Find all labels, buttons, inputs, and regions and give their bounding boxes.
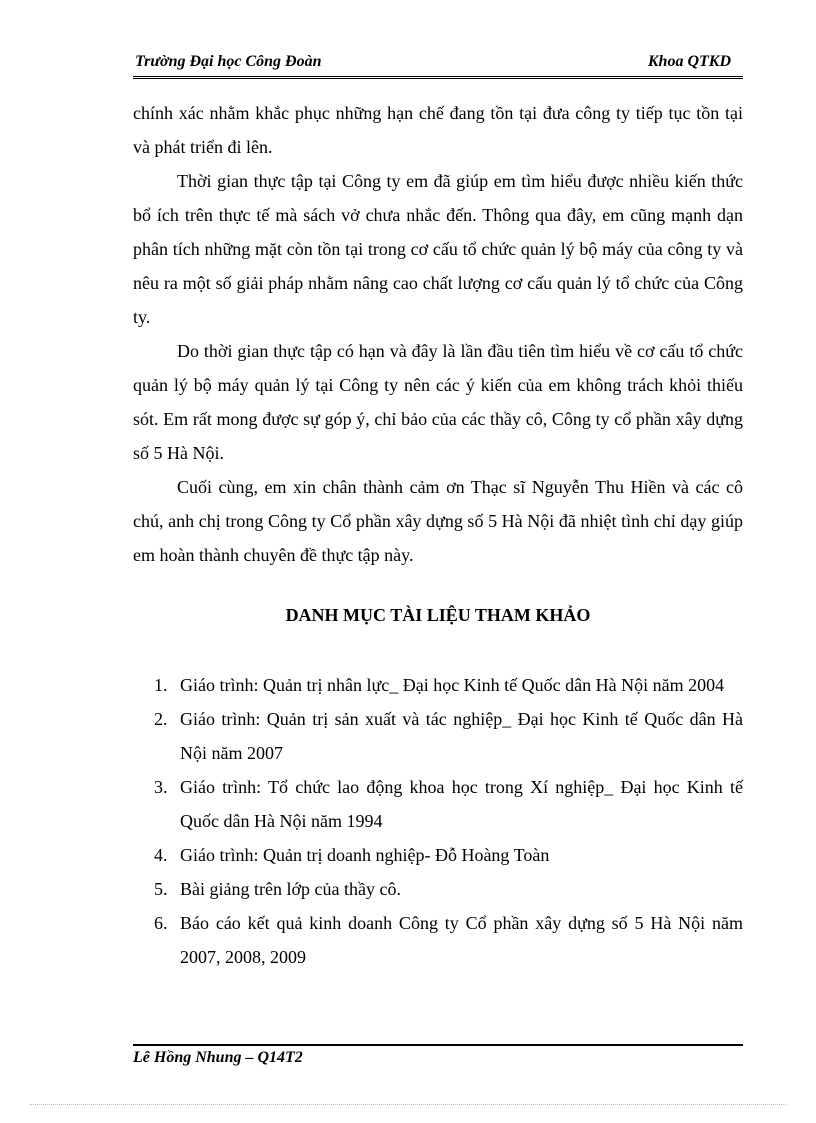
header-department: Khoa QTKD [647,53,731,70]
reference-text: Giáo trình: Tổ chức lao động khoa học trong Xí nghiệp_ Đại học Kinh tế Quốc dân Hà Nội năm 1994 [180,777,743,831]
reference-item [133,702,743,770]
reference-number: 4. [154,845,168,865]
reference-text: Giáo trình: Quản trị nhân lực_ Đại học Kinh tế Quốc dân Hà Nội năm 2004 [180,675,725,695]
reference-item [133,838,743,872]
body-text [133,96,743,572]
references-title: DANH MỤC TÀI LIỆU THAM KHẢO [285,605,591,625]
paragraph: Cuối cùng, em xin chân thành cảm ơn Thạc sĩ Nguyễn Thu Hiền và các cô chú, anh chị trong Công ty Cổ phần xây dựng số 5 Hà Nội đã nhiệt tình chỉ dạy giúp em hoàn thành chuyên đề thực tập này. [133,477,743,565]
reference-text: Giáo trình: Quản trị doanh nghiệp- Đỗ Hoàng Toàn [180,845,550,865]
paragraph: Thời gian thực tập tại Công ty em đã giúp em tìm hiểu được nhiều kiến thức bổ ích trên thực tế mà sách vở chưa nhắc đến. Thông qua đây, em cũng mạnh dạn phân tích những mặt còn tồn tại trong cơ cấu tổ chức quản lý bộ máy của công ty và nêu ra một số giải pháp nhằm nâng cao chất lượng cơ cấu quản lý tổ chức của Công ty. [133,171,743,327]
reference-item [133,770,743,838]
page-header [133,52,743,76]
reference-text: Giáo trình: Quản trị sản xuất và tác nghiệp_ Đại học Kinh tế Quốc dân Hà Nội năm 2007 [180,709,743,763]
header-divider [133,76,743,79]
reference-text: Bài giảng trên lớp của thầy cô. [180,879,401,899]
footer-divider [133,1044,743,1046]
reference-item [133,906,743,974]
page-bottom-dotted-line [30,1104,786,1105]
paragraph: Do thời gian thực tập có hạn và đây là lần đầu tiên tìm hiểu về cơ cấu tổ chức quản lý bộ máy quản lý tại Công ty nên các ý kiến của em không trách khỏi thiếu sót. Em rất mong được sự góp ý, chỉ bảo của các thầy cô, Công ty cổ phần xây dựng số 5 Hà Nội. [133,341,743,463]
footer-author: Lê Hồng Nhung – Q14T2 [133,1049,303,1066]
reference-number: 1. [154,675,168,695]
header-school-name: Trường Đại học Công Đoàn [135,53,322,70]
reference-number: 5. [154,879,168,899]
reference-item [133,668,743,702]
reference-item [133,872,743,906]
reference-number: 2. [154,709,168,729]
reference-number: 3. [154,777,168,797]
paragraph: chính xác nhằm khắc phục những hạn chế đang tồn tại đưa công ty tiếp tục tồn tại và phát triển đi lên. [133,103,743,157]
reference-text: Báo cáo kết quả kinh doanh Công ty Cổ phần xây dựng số 5 Hà Nội năm 2007, 2008, 2009 [180,913,743,967]
references-list [133,668,743,974]
reference-number: 6. [154,913,168,933]
